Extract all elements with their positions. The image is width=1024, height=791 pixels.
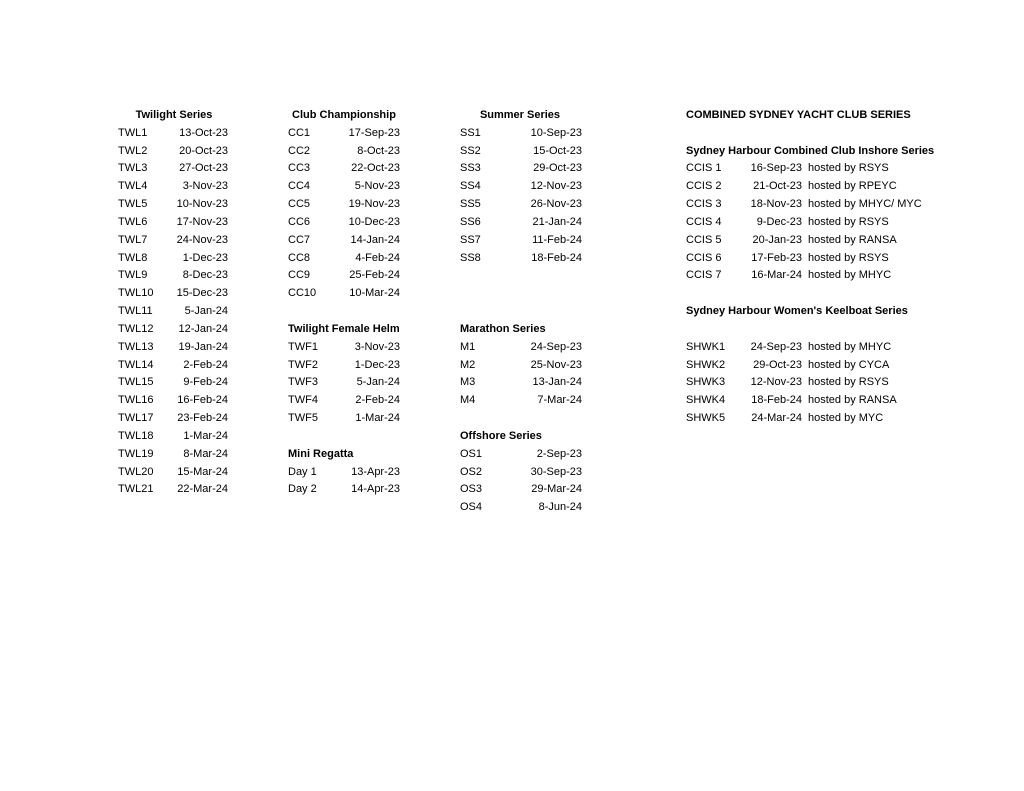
section-title: Marathon Series bbox=[460, 322, 546, 335]
race-date: 8-Jun-24 bbox=[538, 501, 582, 514]
race-date: 8-Dec-23 bbox=[182, 269, 228, 282]
race-code: SS2 bbox=[460, 144, 481, 157]
race-code: CC4 bbox=[288, 180, 311, 193]
race-code: TWL21 bbox=[118, 483, 154, 496]
race-code: TWL10 bbox=[118, 287, 154, 300]
race-date: 19-Nov-23 bbox=[348, 198, 400, 211]
race-code: OS3 bbox=[460, 483, 483, 496]
race-date: 17-Nov-23 bbox=[176, 215, 228, 228]
race-code: TWL17 bbox=[118, 412, 154, 425]
race-code: TWL4 bbox=[118, 180, 148, 193]
race-date: 12-Jan-24 bbox=[178, 322, 228, 335]
race-code: OS1 bbox=[460, 447, 483, 460]
race-code: SS1 bbox=[460, 126, 481, 139]
race-code: TWF5 bbox=[288, 412, 318, 425]
race-date: 17-Feb-23 bbox=[751, 251, 802, 264]
race-date: 1-Dec-23 bbox=[354, 358, 400, 371]
race-date: 10-Dec-23 bbox=[348, 215, 400, 228]
race-code: CC1 bbox=[288, 126, 311, 139]
race-date: 11-Feb-24 bbox=[532, 233, 582, 246]
host-club: hosted by RSYS bbox=[808, 376, 889, 389]
race-code: CCIS 3 bbox=[686, 198, 722, 211]
race-date: 12-Nov-23 bbox=[750, 376, 802, 389]
race-code: TWL12 bbox=[118, 322, 154, 335]
race-code: TWL11 bbox=[118, 305, 153, 318]
section-title: Offshore Series bbox=[460, 429, 542, 442]
race-code: CCIS 6 bbox=[686, 251, 722, 264]
race-code: TWL5 bbox=[118, 198, 148, 211]
section-title: Sydney Harbour Women's Keelboat Series bbox=[686, 305, 908, 318]
race-date: 1-Dec-23 bbox=[182, 251, 228, 264]
race-date: 20-Oct-23 bbox=[179, 144, 228, 157]
race-date: 3-Nov-23 bbox=[182, 180, 228, 193]
race-code: TWL19 bbox=[118, 447, 154, 460]
race-code: CC3 bbox=[288, 162, 311, 175]
race-code: M3 bbox=[460, 376, 476, 389]
race-date: 10-Nov-23 bbox=[176, 198, 228, 211]
race-date: 16-Mar-24 bbox=[751, 269, 802, 282]
race-date: 7-Mar-24 bbox=[537, 394, 582, 407]
race-date: 13-Jan-24 bbox=[532, 376, 582, 389]
race-code: SHWK4 bbox=[686, 394, 726, 407]
race-code: TWF2 bbox=[288, 358, 318, 371]
race-code: CC2 bbox=[288, 144, 311, 157]
race-code: SS3 bbox=[460, 162, 481, 175]
race-date: 25-Feb-24 bbox=[349, 269, 400, 282]
race-date: 24-Sep-23 bbox=[750, 340, 802, 353]
race-date: 14-Apr-23 bbox=[351, 483, 400, 496]
host-club: hosted by RPEYC bbox=[808, 180, 897, 193]
race-date: 21-Jan-24 bbox=[532, 215, 582, 228]
section-title: Twilight Series bbox=[135, 109, 213, 121]
race-date: 29-Oct-23 bbox=[533, 162, 582, 175]
race-date: 23-Feb-24 bbox=[177, 412, 228, 425]
race-code: OS2 bbox=[460, 465, 483, 478]
race-date: 10-Sep-23 bbox=[530, 126, 582, 139]
race-date: 30-Sep-23 bbox=[530, 465, 582, 478]
race-date: 15-Dec-23 bbox=[176, 287, 228, 300]
race-date: 22-Oct-23 bbox=[351, 162, 400, 175]
race-code: SS4 bbox=[460, 180, 481, 193]
host-club: hosted by MHYC bbox=[808, 269, 892, 282]
race-code: TWL1 bbox=[118, 126, 148, 139]
race-code: SS8 bbox=[460, 251, 481, 264]
race-date: 2-Feb-24 bbox=[355, 394, 400, 407]
race-date: 15-Mar-24 bbox=[177, 465, 228, 478]
section-title: Twilight Female Helm bbox=[288, 322, 400, 335]
race-code: CCIS 2 bbox=[686, 180, 722, 193]
host-club: hosted by RSYS bbox=[808, 162, 889, 175]
race-date: 24-Sep-23 bbox=[530, 340, 582, 353]
race-date: 12-Nov-23 bbox=[530, 180, 582, 193]
section-title: Sydney Harbour Combined Club Inshore Series bbox=[686, 144, 935, 157]
race-code: TWL2 bbox=[118, 144, 148, 157]
race-code: SS5 bbox=[460, 198, 481, 211]
host-club: hosted by RSYS bbox=[808, 251, 889, 264]
race-date: 5-Nov-23 bbox=[354, 180, 400, 193]
race-date: 14-Jan-24 bbox=[350, 233, 400, 246]
race-code: CCIS 5 bbox=[686, 233, 722, 246]
race-code: TWF1 bbox=[288, 340, 318, 353]
race-code: TWL20 bbox=[118, 465, 154, 478]
race-date: 24-Mar-24 bbox=[751, 412, 802, 425]
race-code: CC9 bbox=[288, 269, 311, 282]
race-code: TWL16 bbox=[118, 394, 154, 407]
section-title: COMBINED SYDNEY YACHT CLUB SERIES bbox=[686, 109, 911, 121]
race-date: 20-Jan-23 bbox=[752, 233, 802, 246]
race-date: 13-Apr-23 bbox=[351, 465, 400, 478]
race-date: 29-Oct-23 bbox=[753, 358, 802, 371]
race-code: TWL6 bbox=[118, 215, 148, 228]
race-code: Day 1 bbox=[288, 465, 317, 478]
race-date: 22-Mar-24 bbox=[177, 483, 228, 496]
race-date: 9-Dec-23 bbox=[756, 215, 802, 228]
race-date: 5-Jan-24 bbox=[356, 376, 400, 389]
race-date: 15-Oct-23 bbox=[533, 144, 582, 157]
race-code: TWL9 bbox=[118, 269, 148, 282]
host-club: hosted by CYCA bbox=[808, 358, 890, 371]
race-date: 18-Feb-24 bbox=[751, 394, 802, 407]
host-club: hosted by MHYC/ MYC bbox=[808, 198, 922, 211]
race-code: SHWK5 bbox=[686, 412, 726, 425]
race-code: M4 bbox=[460, 394, 476, 407]
section-title: Mini Regatta bbox=[288, 447, 354, 460]
race-code: CC6 bbox=[288, 215, 311, 228]
race-date: 19-Jan-24 bbox=[178, 340, 228, 353]
race-date: 25-Nov-23 bbox=[530, 358, 582, 371]
race-code: SHWK1 bbox=[686, 340, 726, 353]
race-code: Day 2 bbox=[288, 483, 317, 496]
host-club: hosted by RANSA bbox=[808, 233, 897, 246]
race-date: 10-Mar-24 bbox=[349, 287, 400, 300]
race-code: CC8 bbox=[288, 251, 311, 264]
race-date: 26-Nov-23 bbox=[530, 198, 582, 211]
race-code: CC7 bbox=[288, 233, 311, 246]
race-date: 8-Oct-23 bbox=[357, 144, 400, 157]
host-club: hosted by RSYS bbox=[808, 215, 889, 228]
race-code: TWL7 bbox=[118, 233, 148, 246]
race-code: SS6 bbox=[460, 215, 481, 228]
race-date: 21-Oct-23 bbox=[753, 180, 802, 193]
race-date: 1-Mar-24 bbox=[355, 412, 400, 425]
race-date: 2-Feb-24 bbox=[183, 358, 228, 371]
race-code: CCIS 1 bbox=[686, 162, 722, 175]
race-code: TWL3 bbox=[118, 162, 148, 175]
section-title: Club Championship bbox=[292, 109, 396, 121]
section-title: Summer Series bbox=[479, 109, 561, 121]
race-date: 29-Mar-24 bbox=[531, 483, 582, 496]
race-date: 9-Feb-24 bbox=[183, 376, 228, 389]
race-date: 8-Mar-24 bbox=[183, 447, 228, 460]
race-date: 16-Feb-24 bbox=[177, 394, 228, 407]
race-date: 4-Feb-24 bbox=[355, 251, 400, 264]
host-club: hosted by RANSA bbox=[808, 394, 897, 407]
host-club: hosted by MHYC bbox=[808, 340, 892, 353]
race-date: 18-Feb-24 bbox=[531, 251, 582, 264]
race-code: M1 bbox=[460, 340, 476, 353]
race-code: CC5 bbox=[288, 198, 311, 211]
race-date: 2-Sep-23 bbox=[536, 447, 582, 460]
race-date: 17-Sep-23 bbox=[348, 126, 400, 139]
race-code: OS4 bbox=[460, 501, 483, 514]
race-code: CCIS 7 bbox=[686, 269, 722, 282]
race-date: 5-Jan-24 bbox=[184, 305, 228, 318]
race-code: M2 bbox=[460, 358, 476, 371]
race-date: 18-Nov-23 bbox=[750, 198, 802, 211]
race-code: TWL8 bbox=[118, 251, 148, 264]
race-code: TWL15 bbox=[118, 376, 154, 389]
race-code: TWL14 bbox=[118, 358, 154, 371]
race-code: CCIS 4 bbox=[686, 215, 722, 228]
race-code: TWF3 bbox=[288, 376, 318, 389]
race-date: 1-Mar-24 bbox=[183, 429, 228, 442]
race-code: SHWK2 bbox=[686, 358, 726, 371]
race-code: TWF4 bbox=[288, 394, 318, 407]
race-date: 27-Oct-23 bbox=[179, 162, 228, 175]
race-code: TWL18 bbox=[118, 429, 154, 442]
race-date: 16-Sep-23 bbox=[750, 162, 802, 175]
race-code: SHWK3 bbox=[686, 376, 726, 389]
race-code: TWL13 bbox=[118, 340, 154, 353]
race-code: CC10 bbox=[288, 287, 317, 300]
race-code: SS7 bbox=[460, 233, 481, 246]
host-club: hosted by MYC bbox=[808, 412, 884, 425]
race-date: 13-Oct-23 bbox=[179, 126, 228, 139]
race-date: 24-Nov-23 bbox=[176, 233, 228, 246]
race-date: 3-Nov-23 bbox=[354, 340, 400, 353]
